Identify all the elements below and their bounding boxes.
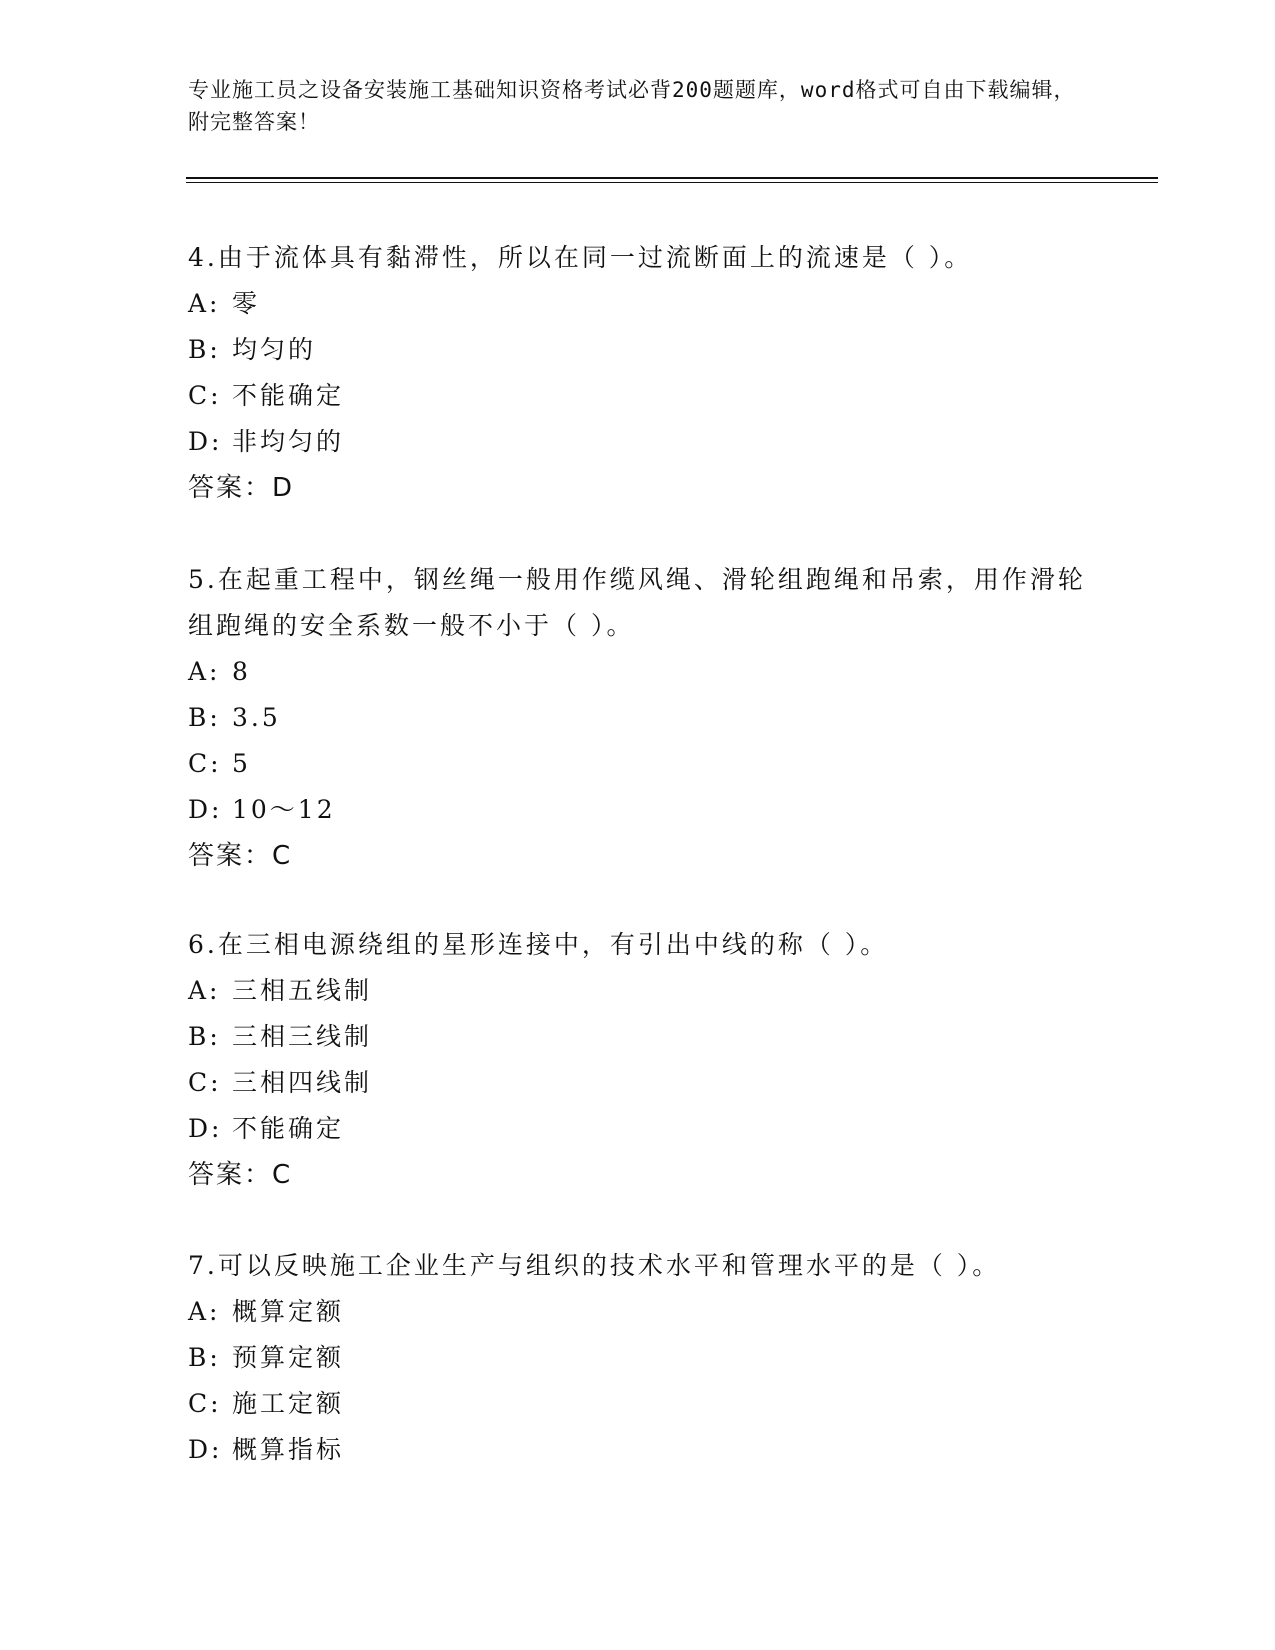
- option-c: [188, 373, 1088, 419]
- question-text: 6.在三相电源绕组的星形连接中，有引出中线的称（ ）。: [188, 930, 889, 959]
- header-divider-thin: [186, 182, 1158, 183]
- option-text: 三相三线制: [232, 1022, 373, 1051]
- document-header: 专业施工员之设备安装施工基础知识资格考试必背200题题库，word格式可自由下载编辑，附完整答案！: [188, 78, 1076, 134]
- answer-line: 答案：C: [188, 1160, 293, 1190]
- option-text: 不能确定: [232, 1114, 345, 1143]
- option-d: [188, 1106, 1088, 1152]
- option-text: 10～12: [232, 795, 336, 824]
- answer-line: 答案：C: [188, 841, 293, 871]
- option-text: 三相五线制: [232, 976, 373, 1005]
- option-c: [188, 741, 1088, 787]
- question-4: [188, 235, 1088, 511]
- option-letter: A:: [188, 1297, 221, 1326]
- option-a: [188, 968, 1088, 1014]
- option-letter: C:: [188, 749, 222, 778]
- option-letter: A:: [188, 657, 221, 686]
- option-letter: B:: [188, 703, 221, 732]
- option-b: [188, 1335, 1088, 1381]
- option-text: 预算定额: [232, 1343, 345, 1372]
- option-d: [188, 787, 1088, 833]
- option-b: [188, 695, 1088, 741]
- option-letter: D:: [188, 795, 223, 824]
- option-letter: B:: [188, 1343, 221, 1372]
- option-text: 5: [232, 749, 251, 778]
- question-text: 5.在起重工程中，钢丝绳一般用作缆风绳、滑轮组跑绳和吊索，用作滑轮组跑绳的安全系数一般不小于（ ）。: [188, 565, 1086, 640]
- option-letter: D:: [188, 1114, 223, 1143]
- option-a: [188, 649, 1088, 695]
- question-5: [188, 557, 1088, 879]
- option-text: 零: [232, 289, 261, 318]
- answer-line: 答案：D: [188, 473, 295, 503]
- option-b: [188, 327, 1088, 373]
- option-text: 均匀的: [232, 335, 317, 364]
- option-text: 不能确定: [232, 381, 345, 410]
- option-d: [188, 1427, 1088, 1473]
- question-text: 4.由于流体具有黏滞性，所以在同一过流断面上的流速是（ ）。: [188, 243, 973, 272]
- header-divider-thick: [186, 177, 1158, 179]
- option-b: [188, 1014, 1088, 1060]
- option-letter: D:: [188, 1435, 223, 1464]
- option-a: [188, 1289, 1088, 1335]
- option-letter: A:: [188, 289, 221, 318]
- question-text: 7.可以反映施工企业生产与组织的技术水平和管理水平的是（ ）。: [188, 1251, 1001, 1280]
- option-c: [188, 1060, 1088, 1106]
- option-letter: D:: [188, 427, 223, 456]
- option-letter: C:: [188, 381, 222, 410]
- option-letter: B:: [188, 335, 221, 364]
- question-6: [188, 922, 1088, 1198]
- question-7: [188, 1243, 1088, 1473]
- option-c: [188, 1381, 1088, 1427]
- option-letter: C:: [188, 1068, 222, 1097]
- option-text: 概算定额: [232, 1297, 345, 1326]
- option-letter: B:: [188, 1022, 221, 1051]
- option-text: 3.5: [232, 703, 281, 732]
- option-text: 概算指标: [232, 1435, 345, 1464]
- option-text: 施工定额: [232, 1389, 345, 1418]
- option-letter: A:: [188, 976, 221, 1005]
- option-letter: C:: [188, 1389, 222, 1418]
- option-d: [188, 419, 1088, 465]
- option-text: 8: [232, 657, 251, 686]
- option-a: [188, 281, 1088, 327]
- option-text: 三相四线制: [232, 1068, 373, 1097]
- option-text: 非均匀的: [232, 427, 345, 456]
